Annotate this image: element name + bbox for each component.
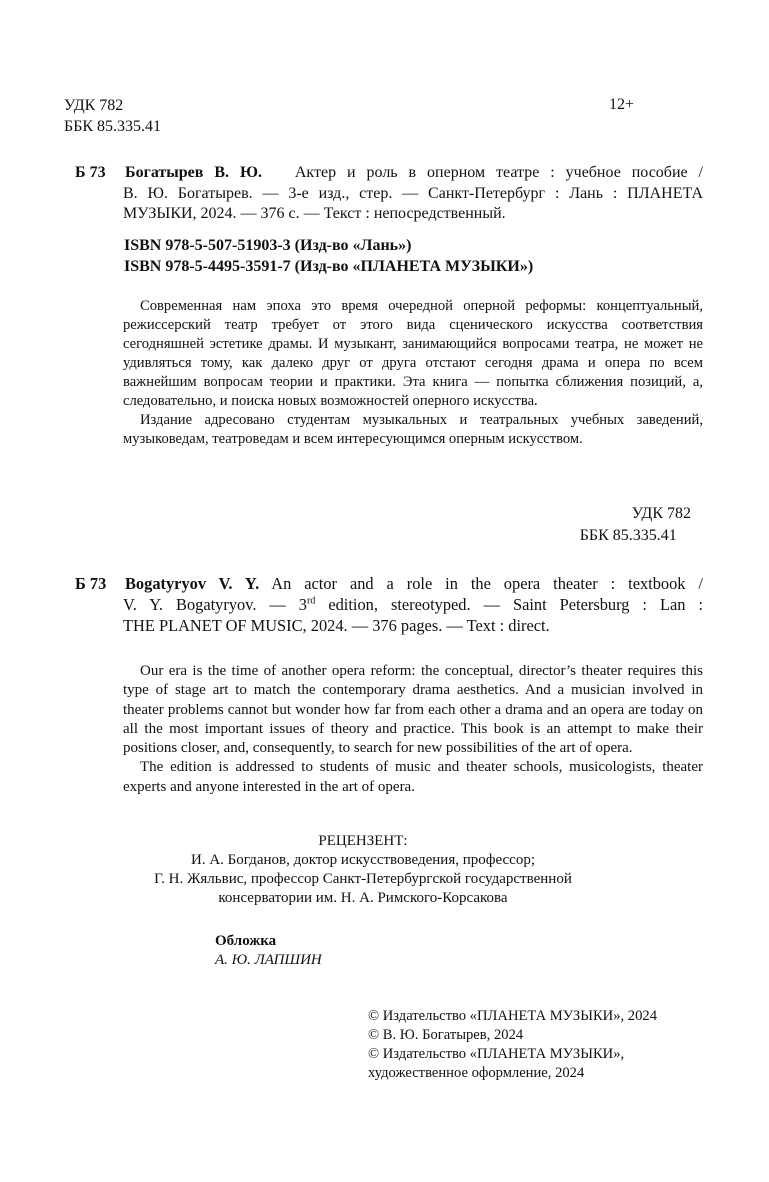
en-annotation-paragraph-1: Our era is the time of another opera reform: the conceptual, director’s theater requires this type of stage art to match the contemporary drama aesthetics. And a musician involved in theater problems cannot but wonder how far from each other a drama and an opera are today on all the most important issues of theory and practice. This book is an attempt to make their positions closer, and, consequently, to search for new possibilities of the art of opera. xyxy=(123,663,703,757)
ru-entry-line-2: В. Ю. Богатырев. — 3-е изд., стер. — Санкт-Петербург : Лань : ПЛАНЕТА xyxy=(123,184,703,202)
en-annotation xyxy=(123,662,703,797)
copyright-line-1: © Издательство «ПЛАНЕТА МУЗЫКИ», 2024 xyxy=(368,1008,657,1024)
en-entry-line-2 xyxy=(123,594,703,615)
header-classification xyxy=(64,95,161,137)
copyright-line-2: © В. Ю. Богатырев, 2024 xyxy=(368,1027,524,1043)
reviewer-3: консерватории им. Н. А. Римского-Корсакова xyxy=(218,890,508,906)
reviewer-2: Г. Н. Жяльвис, профессор Санкт-Петербургской государственной xyxy=(154,871,572,887)
ru-entry-text xyxy=(125,163,703,225)
cover-credit xyxy=(215,932,322,970)
copyright-line-3: © Издательство «ПЛАНЕТА МУЗЫКИ», xyxy=(368,1046,625,1062)
en-entry-line-1 xyxy=(125,573,703,594)
en-title: An actor and a role in the opera theater : textbook / xyxy=(271,574,703,593)
ru-udk-code: УДК 782 xyxy=(631,505,691,522)
reviewer-block xyxy=(123,832,603,908)
ru-annotation xyxy=(123,297,703,449)
author-mark: Б 73 xyxy=(75,164,106,181)
cover-label: Обложка xyxy=(215,933,277,949)
copyright-line-4: художественное оформление, 2024 xyxy=(368,1065,585,1081)
ru-annotation-paragraph-2: Издание адресовано студентам музыкальных и театральных учебных заведений, музыковедам, театроведам и всем интересующимся оперным искусством. xyxy=(123,412,703,447)
en-author: Bogatyryov V. Y. xyxy=(125,574,260,593)
ru-entry-line-3: МУЗЫКИ, 2024. — 376 с. — Текст : непосредственный. xyxy=(123,205,506,222)
en-author-mark: Б 73 xyxy=(75,574,107,593)
ru-author: Богатырев В. Ю. xyxy=(125,164,263,181)
ru-bibliographic-entry xyxy=(75,163,703,227)
reviewer-1: И. А. Богданов, доктор искусствоведения, профессор; xyxy=(191,852,535,868)
en-entry-line-3: THE PLANET OF MUSIC, 2024. — 376 pages. — Text : direct. xyxy=(123,616,550,635)
cover-artist: А. Ю. ЛАПШИН xyxy=(215,952,322,968)
isbn-block xyxy=(124,235,533,277)
ru-title: Актер и роль в оперном театре : учебное пособие / xyxy=(294,164,704,181)
en-entry-text xyxy=(125,573,703,636)
age-rating: 12+ xyxy=(609,96,635,113)
copyright-block xyxy=(368,1007,657,1083)
udk-code: УДК 782 xyxy=(64,97,124,114)
en-bibliographic-entry xyxy=(75,573,703,639)
reviewer-title: РЕЦЕНЗЕНТ: xyxy=(318,833,408,849)
en-annotation-paragraph-2: The edition is addressed to students of music and theater schools, musicologists, theater experts and anyone interested in the art of opera. xyxy=(123,759,703,795)
bbk-code: ББК 85.335.41 xyxy=(64,118,162,135)
en-edition-suffix: rd xyxy=(307,595,316,607)
ru-classification xyxy=(580,503,691,546)
en-line-2-start: V. Y. Bogatyryov. — 3 xyxy=(123,595,307,614)
ru-bbk-code: ББК 85.335.41 xyxy=(579,526,677,544)
ru-entry-line-1 xyxy=(125,163,703,184)
isbn-planet: ISBN 978-5-4495-3591-7 (Изд-во «ПЛАНЕТА МУЗЫКИ») xyxy=(124,258,534,275)
isbn-lan: ISBN 978-5-507-51903-3 (Изд-во «Лань») xyxy=(124,237,412,254)
en-line-2-end: edition, stereotyped. — Saint Petersburg : Lan : xyxy=(315,595,703,614)
ru-annotation-paragraph-1: Современная нам эпоха это время очередной оперной реформы: концептуальный, режиссерский театр требует от этого вида сценического искусства соответствия сегодняшней эстетике драмы. И музыкант, занимающийся вопросами театра, не может не удивляться тому, как далеко друг от друга отстают сегодня драма и опера по всем важнейшим вопросам теории и практики. Эта книга — попытка сближения позиций, а, следовательно, и поиска новых возможностей оперного искусства. xyxy=(123,298,703,409)
